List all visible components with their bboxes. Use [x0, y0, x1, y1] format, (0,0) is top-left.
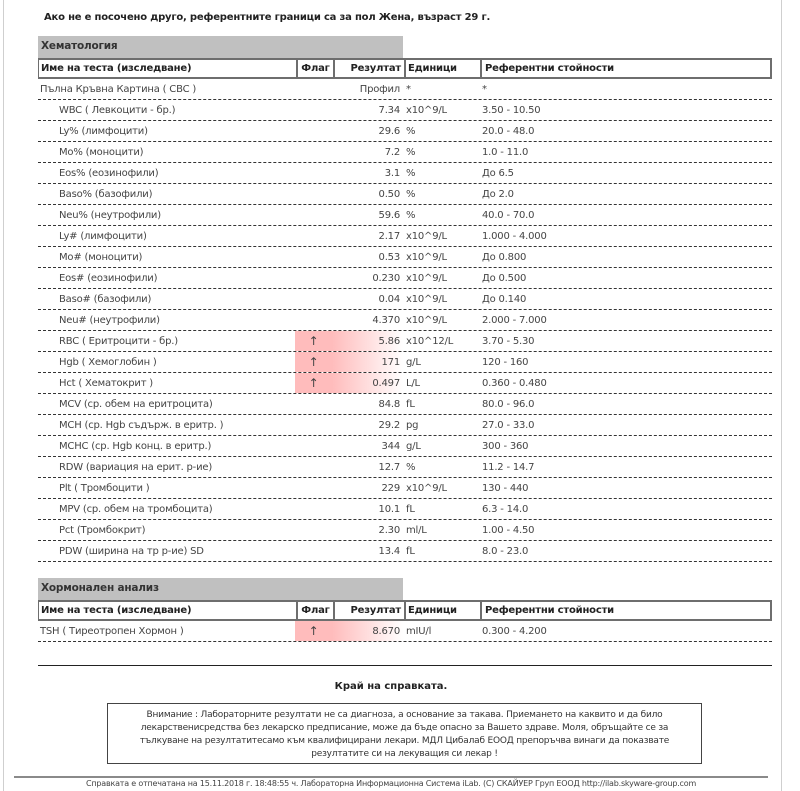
- page-left-border: [3, 0, 4, 791]
- flag-cell: [295, 394, 332, 414]
- test-name: Mo# (моноцити): [59, 252, 143, 263]
- units-value: mIU/l: [406, 626, 432, 637]
- test-name: RBC ( Еритроцити - бр.): [59, 336, 178, 347]
- flag-cell: [295, 142, 332, 162]
- reference-range: 120 - 160: [482, 357, 529, 368]
- result-value: 0.497: [332, 373, 403, 393]
- result-value: 5.86: [332, 331, 403, 351]
- test-name: Hgb ( Хемоглобин ): [59, 357, 157, 368]
- flag-high-icon: ↑: [295, 373, 332, 393]
- table-row: [38, 415, 772, 436]
- units-value: fL: [406, 546, 415, 557]
- flag-cell: [295, 457, 332, 477]
- units-value: x10^9/L: [406, 105, 447, 116]
- result-value: 29.2: [378, 420, 400, 431]
- end-of-report: Край на справката.: [334, 681, 448, 692]
- reference-range: 130 - 440: [482, 483, 529, 494]
- test-name: PDW (ширина на тр р-ие) SD: [59, 546, 204, 557]
- table-row: [38, 541, 772, 562]
- flag-cell: [295, 184, 332, 204]
- units-value: %: [406, 462, 416, 473]
- section-title: Хормонален анализ: [38, 578, 403, 600]
- table-row: [38, 310, 772, 331]
- print-footer: Справката е отпечатана на 15.11.2018 г. 18:48:55 ч. Лабораторна Информационна Система iLab. (C) СКАЙУЕР Груп ЕООД http://ilab.skyware-group.com: [85, 779, 697, 788]
- footer-divider: [14, 776, 768, 778]
- reference-range: До 6.5: [482, 168, 514, 179]
- result-value: 229: [381, 483, 400, 494]
- result-value: 0.50: [378, 189, 400, 200]
- result-value: 84.8: [378, 399, 400, 410]
- reference-range: 20.0 - 48.0: [482, 126, 535, 137]
- table-row: [38, 289, 772, 310]
- flag-cell: [295, 289, 332, 309]
- units-value: x10^9/L: [406, 273, 447, 284]
- reference-range: До 0.140: [482, 294, 527, 305]
- table-row: [38, 478, 772, 499]
- test-name: Neu# (неутрофили): [59, 315, 160, 326]
- hematology-rows: [38, 79, 772, 562]
- flag-cell: [295, 100, 332, 120]
- table-row: [38, 373, 772, 394]
- end-divider: [38, 665, 772, 666]
- result-value: 13.4: [378, 546, 400, 557]
- flag-cell: [295, 226, 332, 246]
- test-name: Neu% (неутрофили): [59, 210, 161, 221]
- reference-range: 6.3 - 14.0: [482, 504, 529, 515]
- reference-range: 3.70 - 5.30: [482, 336, 535, 347]
- units-value: pg: [406, 420, 419, 431]
- result-value: 0.230: [372, 273, 400, 284]
- table-row: [38, 121, 772, 142]
- units-value: x10^9/L: [406, 252, 447, 263]
- flag-cell: [295, 520, 332, 540]
- units-value: x10^9/L: [406, 294, 447, 305]
- units-value: x10^9/L: [406, 483, 447, 494]
- flag-cell: [295, 415, 332, 435]
- result-value: Профил: [359, 84, 400, 95]
- test-name: Baso% (базофили): [59, 189, 153, 200]
- units-value: ml/L: [406, 525, 427, 536]
- test-name: Pct (Тромбокрит): [59, 525, 146, 536]
- table-row: [38, 520, 772, 541]
- column-header-name: Име на теста (изследване): [41, 63, 192, 74]
- flag-cell: [295, 436, 332, 456]
- result-value: 171: [332, 352, 403, 372]
- result-value: 8.670: [332, 621, 403, 641]
- table-row: [38, 621, 772, 642]
- test-name: WBC ( Левкоцити - бр.): [59, 105, 176, 116]
- column-header-units: Единици: [404, 60, 480, 77]
- result-value: 7.2: [384, 147, 400, 158]
- table-row: [38, 205, 772, 226]
- table-row: [38, 331, 772, 352]
- test-name: RDW (вариация на ерит. р-ие): [59, 462, 213, 473]
- page-right-border: [781, 0, 782, 791]
- reference-range: 2.000 - 7.000: [482, 315, 547, 326]
- section-title: Хематология: [38, 36, 403, 58]
- table-row: [38, 226, 772, 247]
- units-value: L/L: [406, 378, 420, 389]
- table-row: [38, 268, 772, 289]
- result-value: 2.30: [378, 525, 400, 536]
- reference-notice: Ако не е посочено друго, референтните граници са за пол Жена, възраст 29 г.: [44, 12, 491, 23]
- units-value: fL: [406, 504, 415, 515]
- reference-range: 0.300 - 4.200: [482, 626, 547, 637]
- column-header-reference: Референтни стойности: [480, 60, 770, 77]
- reference-range: 80.0 - 96.0: [482, 399, 535, 410]
- reference-range: До 0.500: [482, 273, 527, 284]
- result-value: 4.370: [372, 315, 400, 326]
- table-row: [38, 499, 772, 520]
- column-header-result: Резултат: [333, 602, 404, 619]
- flag-cell: [295, 499, 332, 519]
- table-row: [38, 79, 772, 100]
- flag-cell: [295, 310, 332, 330]
- result-value: 29.6: [378, 126, 400, 137]
- test-name: Plt ( Тромбоцити ): [59, 483, 150, 494]
- units-value: fL: [406, 399, 415, 410]
- result-value: 12.7: [378, 462, 400, 473]
- test-name: Eos# (еозинофили): [59, 273, 158, 284]
- table-header: [38, 58, 772, 79]
- test-name: Baso# (базофили): [59, 294, 152, 305]
- result-value: 3.1: [384, 168, 400, 179]
- units-value: %: [406, 147, 416, 158]
- table-row: [38, 100, 772, 121]
- test-name: Ly# (лимфоцити): [59, 231, 147, 242]
- table-row: [38, 184, 772, 205]
- reference-range: *: [482, 84, 487, 95]
- units-value: x10^12/L: [406, 336, 454, 347]
- units-value: %: [406, 189, 416, 200]
- test-name: Ly% (лимфоцити): [59, 126, 148, 137]
- reference-range: 3.50 - 10.50: [482, 105, 541, 116]
- table-row: [38, 457, 772, 478]
- test-name: MCV (ср. обем на еритроцита): [59, 399, 213, 410]
- table-row: [38, 394, 772, 415]
- column-header-flag: Флаг: [296, 602, 333, 619]
- result-value: 0.53: [378, 252, 400, 263]
- reference-range: 27.0 - 33.0: [482, 420, 535, 431]
- result-value: 2.17: [378, 231, 400, 242]
- disclaimer-box: Внимание : Лабораторните резултати не са диагноза, а основание за такава. Приемането на каквито и да било лекарственисредства без лекарско предписание, може да бъде опасно за Вашето здраве. Моля, обръщайте се за тълкуване на резултатитесамо към квалифицирани лекари. МДЛ Цибалаб ЕООД препоръчва винаги да показвате резултатите си на лекуващия си лекар !: [107, 703, 702, 764]
- reference-range: До 0.800: [482, 252, 527, 263]
- table-row: [38, 436, 772, 457]
- reference-range: До 2.0: [482, 189, 514, 200]
- flag-high-icon: ↑: [295, 352, 332, 372]
- units-value: x10^9/L: [406, 231, 447, 242]
- test-name: Mo% (моноцити): [59, 147, 144, 158]
- hormonal-section: [38, 578, 772, 642]
- flag-cell: [295, 268, 332, 288]
- test-name: Пълна Кръвна Картина ( CBC ): [40, 84, 197, 95]
- flag-cell: [295, 541, 332, 561]
- column-header-result: Резултат: [333, 60, 404, 77]
- units-value: g/L: [406, 441, 421, 452]
- flag-cell: [295, 163, 332, 183]
- flag-cell: [295, 205, 332, 225]
- result-value: 59.6: [378, 210, 400, 221]
- reference-range: 40.0 - 70.0: [482, 210, 535, 221]
- test-name: MCH (ср. Hgb съдърж. в еритр. ): [59, 420, 224, 431]
- reference-range: 1.0 - 11.0: [482, 147, 529, 158]
- reference-range: 300 - 360: [482, 441, 529, 452]
- units-value: %: [406, 126, 416, 137]
- result-value: 0.04: [378, 294, 400, 305]
- table-row: [38, 163, 772, 184]
- test-name: Eos% (еозинофили): [59, 168, 159, 179]
- flag-high-icon: ↑: [295, 331, 332, 351]
- units-value: g/L: [406, 357, 421, 368]
- flag-cell: [295, 478, 332, 498]
- result-value: 7.34: [378, 105, 400, 116]
- table-row: [38, 247, 772, 268]
- table-row: [38, 142, 772, 163]
- units-value: %: [406, 168, 416, 179]
- reference-range: 11.2 - 14.7: [482, 462, 535, 473]
- reference-range: 8.0 - 23.0: [482, 546, 529, 557]
- flag-cell: [295, 247, 332, 267]
- column-header-flag: Флаг: [296, 60, 333, 77]
- hematology-section: [38, 36, 772, 562]
- table-row: [38, 352, 772, 373]
- column-header-units: Единици: [404, 602, 480, 619]
- test-name: Hct ( Хематокрит ): [59, 378, 154, 389]
- column-header-name: Име на теста (изследване): [41, 605, 192, 616]
- table-header: [38, 600, 772, 621]
- units-value: *: [406, 84, 411, 95]
- hormonal-rows: [38, 621, 772, 642]
- reference-range: 0.360 - 0.480: [482, 378, 547, 389]
- flag-high-icon: ↑: [295, 621, 332, 641]
- units-value: %: [406, 210, 416, 221]
- flag-cell: [295, 121, 332, 141]
- reference-range: 1.000 - 4.000: [482, 231, 547, 242]
- reference-range: 1.00 - 4.50: [482, 525, 535, 536]
- test-name: MPV (ср. обем на тромбоцита): [59, 504, 213, 515]
- test-name: MCHC (ср. Hgb конц. в еритр.): [59, 441, 212, 452]
- flag-cell: [295, 79, 332, 99]
- test-name: TSH ( Тиреотропен Хормон ): [40, 626, 184, 637]
- result-value: 10.1: [378, 504, 400, 515]
- units-value: x10^9/L: [406, 315, 447, 326]
- column-header-reference: Референтни стойности: [480, 602, 770, 619]
- result-value: 344: [381, 441, 400, 452]
